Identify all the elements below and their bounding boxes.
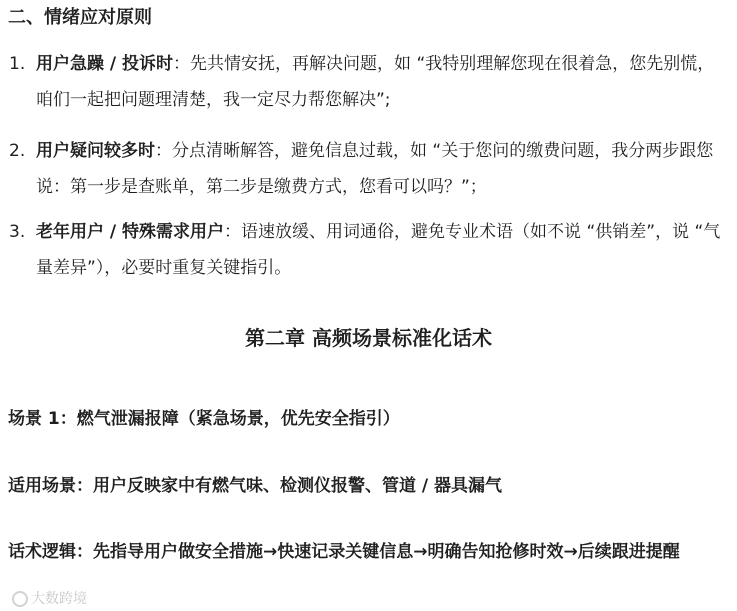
scenario-title: 场景 1：燃气泄漏报障（紧急场景，优先安全指引） — [8, 409, 400, 429]
watermark-text: 大数跨境 — [31, 591, 87, 607]
list-item-body: ：语速放缓、用词通俗，避免专业术语（如不说 “供销差”，说 “气量差异”），必要时重复关键指引。 — [36, 222, 721, 278]
watermark — [12, 588, 87, 608]
list-item-text — [36, 46, 726, 118]
list-item-label: 老年用户 / 特殊需求用户 — [36, 222, 225, 242]
watermark-logo-icon — [12, 591, 28, 607]
list-item-label: 用户疑问较多时 — [36, 141, 155, 161]
section-heading: 二、情绪应对原则 — [8, 7, 152, 28]
list-item-body: ：先共情安抚，再解决问题，如 “我特别理解您现在很着急，您先别慌，咱们一起把问题理清楚，我一定尽力帮您解决”; — [36, 54, 715, 110]
list-item-label: 用户急躁 / 投诉时 — [36, 54, 174, 74]
list-number: 2. — [9, 141, 26, 161]
list-item-body: ：分点清晰解答，避免信息过载，如 “关于您问的缴费问题，我分两步跟您说：第一步是查账单，第二步是缴费方式，您看可以吗？”； — [36, 141, 714, 197]
list-number: 3. — [9, 222, 26, 242]
list-item-text — [36, 214, 726, 286]
chapter-title: 第二章 高频场景标准化话术 — [245, 326, 492, 350]
list-number: 1. — [9, 54, 26, 74]
list-item-text — [36, 133, 726, 205]
scenario-logic: 话术逻辑：先指导用户做安全措施→快速记录关键信息→明确告知抢修时效→后续跟进提醒 — [8, 542, 680, 562]
scenario-applicable: 适用场景：用户反映家中有燃气味、检测仪报警、管道 / 器具漏气 — [8, 476, 503, 496]
